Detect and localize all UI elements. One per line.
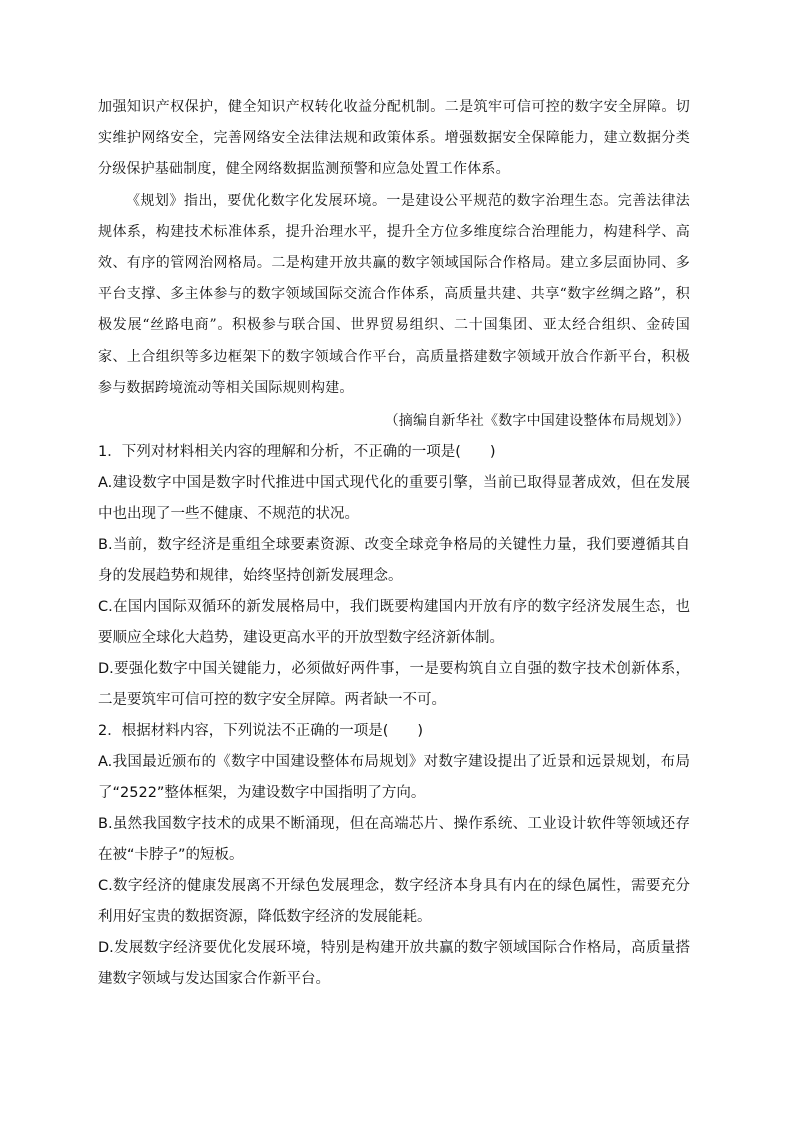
question-1-option-d: D.要强化数字中国关键能力，必须做好两件事，一是要构筑自立自强的数字技术创新体系，二是要筑牢可信可控的数字安全屏障。两者缺一不可。 <box>98 661 690 709</box>
reading-passage <box>98 92 690 437</box>
question-1-stem: 1．下列对材料相关内容的理解和分析，不正确的一项是( ) <box>98 444 496 461</box>
question-list <box>98 437 690 995</box>
question-1 <box>98 437 690 716</box>
passage-source: （摘编自新华社《数字中国建设整体布局规划》） <box>384 413 690 430</box>
question-2-option-d: D.发展数字经济要优化发展环境，特别是构建开放共赢的数字领域国际合作格局，高质量搭建数字领域与发达国家合作新平台。 <box>98 940 690 988</box>
passage-paragraph-1: 加强知识产权保护，健全知识产权转化收益分配机制。二是筑牢可信可控的数字安全屏障。切实维护网络安全，完善网络安全法律法规和政策体系。增强数据安全保障能力，建立数据分类分级保护基础制度，健全网络数据监测预警和应急处置工作体系。 <box>98 99 690 178</box>
question-1-option-c: C.在国内国际双循环的新发展格局中，我们既要构建国内开放有序的数字经济发展生态，也要顺应全球化大趋势，建设更高水平的开放型数字经济新体制。 <box>98 599 690 647</box>
question-1-option-b: B.当前，数字经济是重组全球要素资源、改变全球竞争格局的关键性力量，我们要遵循其自身的发展趋势和规律，始终坚持创新发展理念。 <box>98 537 690 585</box>
page-content <box>98 92 690 995</box>
passage-paragraph-2: 《规划》指出，要优化数字化发展环境。一是建设公平规范的数字治理生态。完善法律法规体系，构建技术标准体系，提升治理水平，提升全方位多维度综合治理能力，构建科学、高效、有序的管网治网格局。二是构建开放共赢的数字领域国际合作格局。建立多层面协同、多平台支撑、多主体参与的数字领域国际交流合作体系，高质量共建、共享“数字丝绸之路”，积极发展“丝路电商”。积极参与联合国、世界贸易组织、二十国集团、亚太经合组织、金砖国家、上合组织等多边框架下的数字领域合作平台，高质量搭建数字领域开放合作新平台，积极参与数据跨境流动等相关国际规则构建。 <box>98 192 690 396</box>
question-2-stem: 2．根据材料内容，下列说法不正确的一项是( ) <box>98 723 424 740</box>
question-2-option-c: C.数字经济的健康发展离不开绿色发展理念，数字经济本身具有内在的绿色属性，需要充分利用好宝贵的数据资源，降低数字经济的发展能耗。 <box>98 878 690 926</box>
question-2-option-a: A.我国最近颁布的《数字中国建设整体布局规划》对数字建设提出了近景和远景规划，布局了“2522”整体框架，为建设数字中国指明了方向。 <box>98 754 690 802</box>
question-2 <box>98 716 690 995</box>
question-1-option-a: A.建设数字中国是数字时代推进中国式现代化的重要引擎，当前已取得显著成效，但在发展中也出现了一些不健康、不规范的状况。 <box>98 475 690 523</box>
question-2-option-b: B.虽然我国数字技术的成果不断涌现，但在高端芯片、操作系统、工业设计软件等领域还存在被“卡脖子”的短板。 <box>98 816 690 864</box>
